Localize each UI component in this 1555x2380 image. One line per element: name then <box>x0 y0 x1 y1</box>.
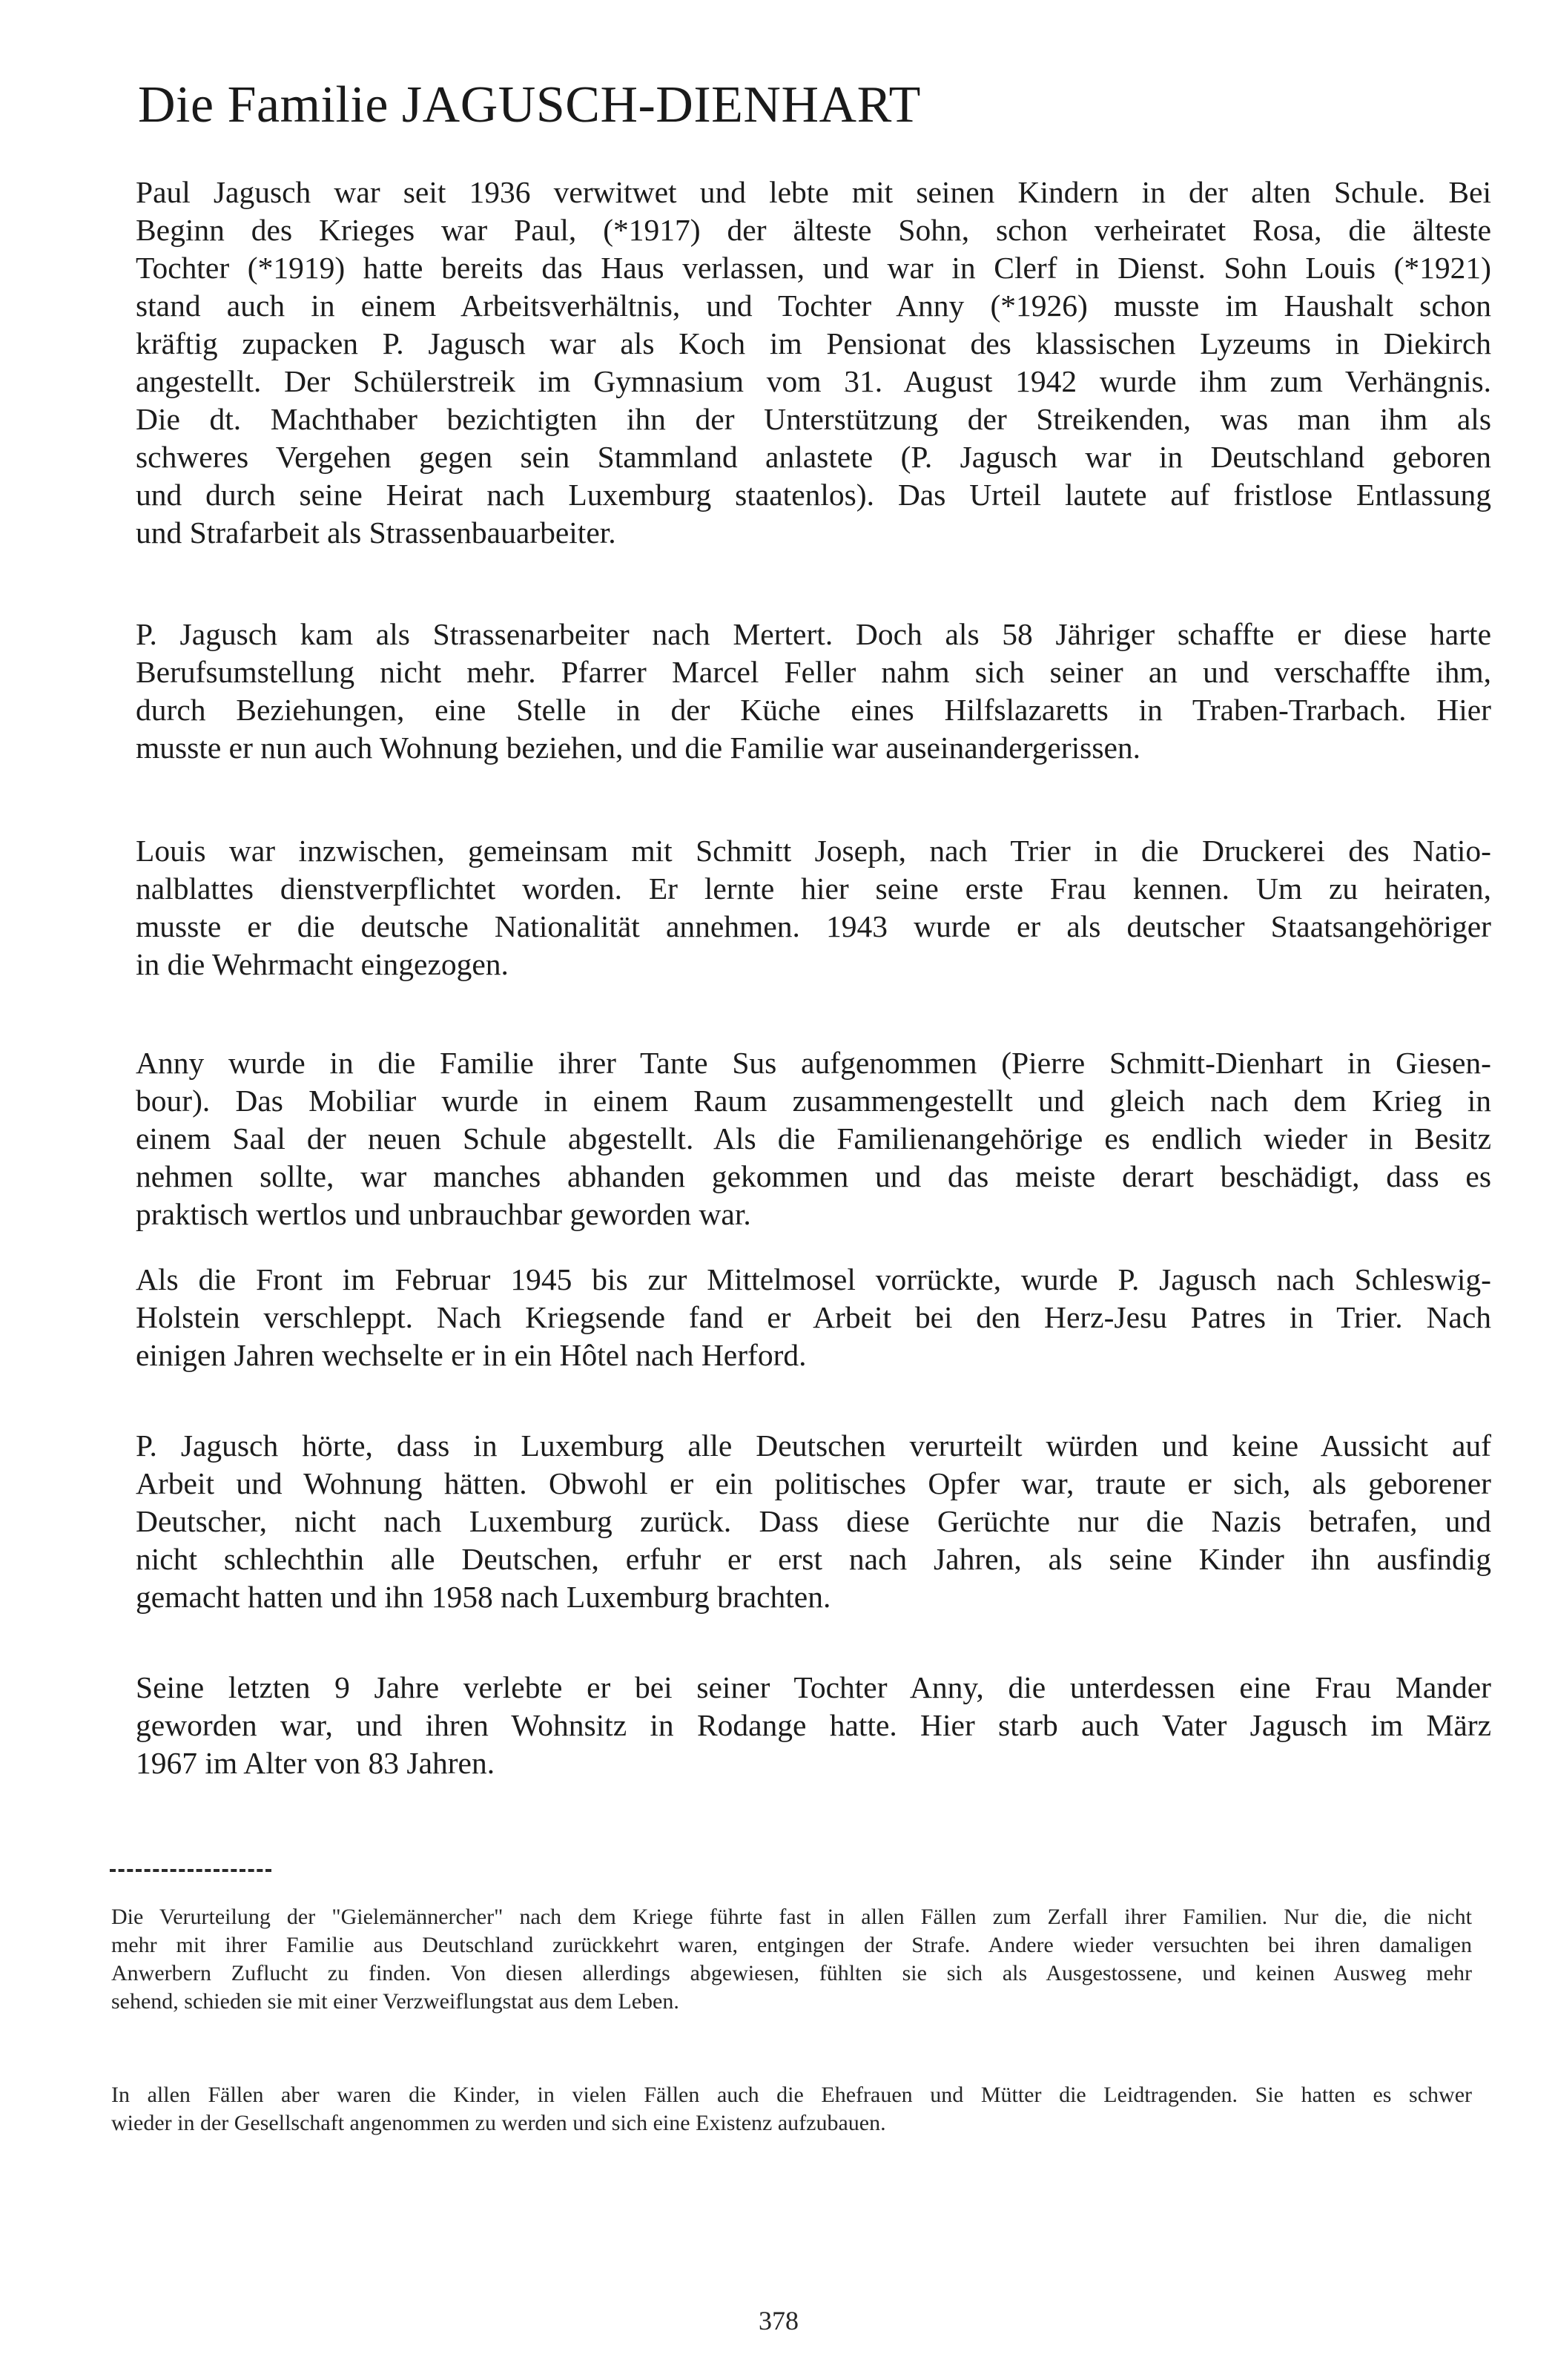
paragraph-anny <box>136 1044 1491 1233</box>
footnote-line: mehr mit ihrer Familie aus Deutschland zurückkehrt waren, entgingen der Strafe. Andere wieder versuchten bei ihren damaligen <box>111 1933 1472 1957</box>
text-line: Tochter (*1919) hatte bereits das Haus verlassen, und war in Clerf in Dienst. Sohn Louis (*1921) <box>136 251 1491 285</box>
text-line: durch Beziehungen, eine Stelle in der Küche eines Hilfslazaretts in Traben-Trarbach. Hier <box>136 693 1491 727</box>
text-line: musste er die deutsche Nationalität annehmen. 1943 wurde er als deutscher Staatsangehöriger <box>136 909 1491 943</box>
footnote-separator <box>110 1869 271 1872</box>
text-line: schweres Vergehen gegen sein Stammland anlastete (P. Jagusch war in Deutschland geboren <box>136 440 1491 474</box>
page-title: Die Familie JAGUSCH-DIENHART <box>138 76 921 133</box>
footnote-children <box>111 2081 1472 2137</box>
paragraph-louis <box>136 832 1491 983</box>
paragraph-return-luxemburg <box>136 1427 1491 1616</box>
paragraph-family-background <box>136 174 1491 552</box>
text-line: und durch seine Heirat nach Luxemburg staatenlos). Das Urteil lautete auf fristlose Entlassung <box>136 478 1491 512</box>
text-line: und Strafarbeit als Strassenbauarbeiter. <box>136 515 616 550</box>
text-line: nalblattes dienstverpflichtet worden. Er lernte hier seine erste Frau kennen. Um zu heiraten, <box>136 871 1491 906</box>
text-line: bour). Das Mobiliar wurde in einem Raum zusammengestellt und gleich nach dem Krieg in <box>136 1084 1491 1118</box>
text-line: P. Jagusch hörte, dass in Luxemburg alle Deutschen verurteilt würden und keine Aussicht auf <box>136 1428 1491 1463</box>
text-line: einem Saal der neuen Schule abgestellt. Als die Familienangehörige es endlich wieder in Besitz <box>136 1121 1491 1156</box>
text-line: geworden war, und ihren Wohnsitz in Rodange hatte. Hier starb auch Vater Jagusch im März <box>136 1708 1491 1742</box>
text-line: Als die Front im Februar 1945 bis zur Mittelmosel vorrückte, wurde P. Jagusch nach Schleswig- <box>136 1262 1491 1296</box>
footnote-line: wieder in der Gesellschaft angenommen zu werden und sich eine Existenz aufzubauen. <box>111 2111 886 2135</box>
text-line: Die dt. Machthaber bezichtigten ihn der Unterstützung der Streikenden, was man ihm als <box>136 402 1491 436</box>
text-line: Deutscher, nicht nach Luxemburg zurück. Dass diese Gerüchte nur die Nazis betrafen, und <box>136 1504 1491 1538</box>
text-line: in die Wehrmacht eingezogen. <box>136 947 509 981</box>
text-line: praktisch wertlos und unbrauchbar geworden war. <box>136 1197 751 1231</box>
text-line: gemacht hatten und ihn 1958 nach Luxemburg brachten. <box>136 1580 831 1614</box>
footnote-line: Die Verurteilung der "Gielemännercher" nach dem Kriege führte fast in allen Fällen zum Zerfall ihrer Familien. Nur die, die nicht <box>111 1905 1472 1929</box>
page-number: 378 <box>759 2306 799 2336</box>
text-line: nicht schlechthin alle Deutschen, erfuhr er erst nach Jahren, als seine Kinder ihn ausfindig <box>136 1542 1491 1576</box>
text-line: einigen Jahren wechselte er in ein Hôtel nach Herford. <box>136 1338 807 1372</box>
text-line: Seine letzten 9 Jahre verlebte er bei seiner Tochter Anny, die unterdessen eine Frau Mander <box>136 1670 1491 1704</box>
paragraph-mertert <box>136 616 1491 767</box>
text-line: P. Jagusch kam als Strassenarbeiter nach Mertert. Doch als 58 Jähriger schaffte er diese harte <box>136 617 1491 651</box>
text-line: Holstein verschleppt. Nach Kriegsende fand er Arbeit bei den Herz-Jesu Patres in Trier. Nach <box>136 1300 1491 1334</box>
footnote-line: In allen Fällen aber waren die Kinder, in vielen Fällen auch die Ehefrauen und Mütter die Leidtragenden. Sie hatten es schwer <box>111 2083 1472 2107</box>
text-line: Anny wurde in die Familie ihrer Tante Sus aufgenommen (Pierre Schmitt-Dienhart in Giesen- <box>136 1046 1491 1080</box>
text-line: kräftig zupacken P. Jagusch war als Koch im Pensionat des klassischen Lyzeums in Diekirch <box>136 326 1491 360</box>
text-line: Arbeit und Wohnung hätten. Obwohl er ein politisches Opfer war, traute er sich, als geborener <box>136 1466 1491 1500</box>
text-line: Paul Jagusch war seit 1936 verwitwet und lebte mit seinen Kindern in der alten Schule. Bei <box>136 175 1491 209</box>
footnote-gielemaennercher <box>111 1903 1472 2016</box>
text-line: musste er nun auch Wohnung beziehen, und die Familie war auseinandergerissen. <box>136 731 1141 765</box>
text-line: Beginn des Krieges war Paul, (*1917) der älteste Sohn, schon verheiratet Rosa, die älteste <box>136 213 1491 247</box>
paragraph-front-1945 <box>136 1261 1491 1374</box>
footnote-line: sehend, schieden sie mit einer Verzweiflungstat aus dem Leben. <box>111 1989 679 2014</box>
text-line: nehmen sollte, war manches abhanden gekommen und das meiste derart beschädigt, dass es <box>136 1159 1491 1193</box>
footnote-line: Anwerbern Zuflucht zu finden. Von diesen allerdings abgewiesen, fühlten sie sich als Ausgestossene, und keinen Ausweg mehr <box>111 1961 1472 1985</box>
text-line: 1967 im Alter von 83 Jahren. <box>136 1746 495 1780</box>
text-line: stand auch in einem Arbeitsverhältnis, und Tochter Anny (*1926) musste im Haushalt schon <box>136 289 1491 323</box>
paragraph-last-years <box>136 1669 1491 1782</box>
text-line: Louis war inzwischen, gemeinsam mit Schmitt Joseph, nach Trier in die Druckerei des Natio- <box>136 834 1491 868</box>
text-line: angestellt. Der Schülerstreik im Gymnasium vom 31. August 1942 wurde ihm zum Verhängnis. <box>136 364 1491 398</box>
text-line: Berufsumstellung nicht mehr. Pfarrer Marcel Feller nahm sich seiner an und verschaffte ihm, <box>136 655 1491 689</box>
